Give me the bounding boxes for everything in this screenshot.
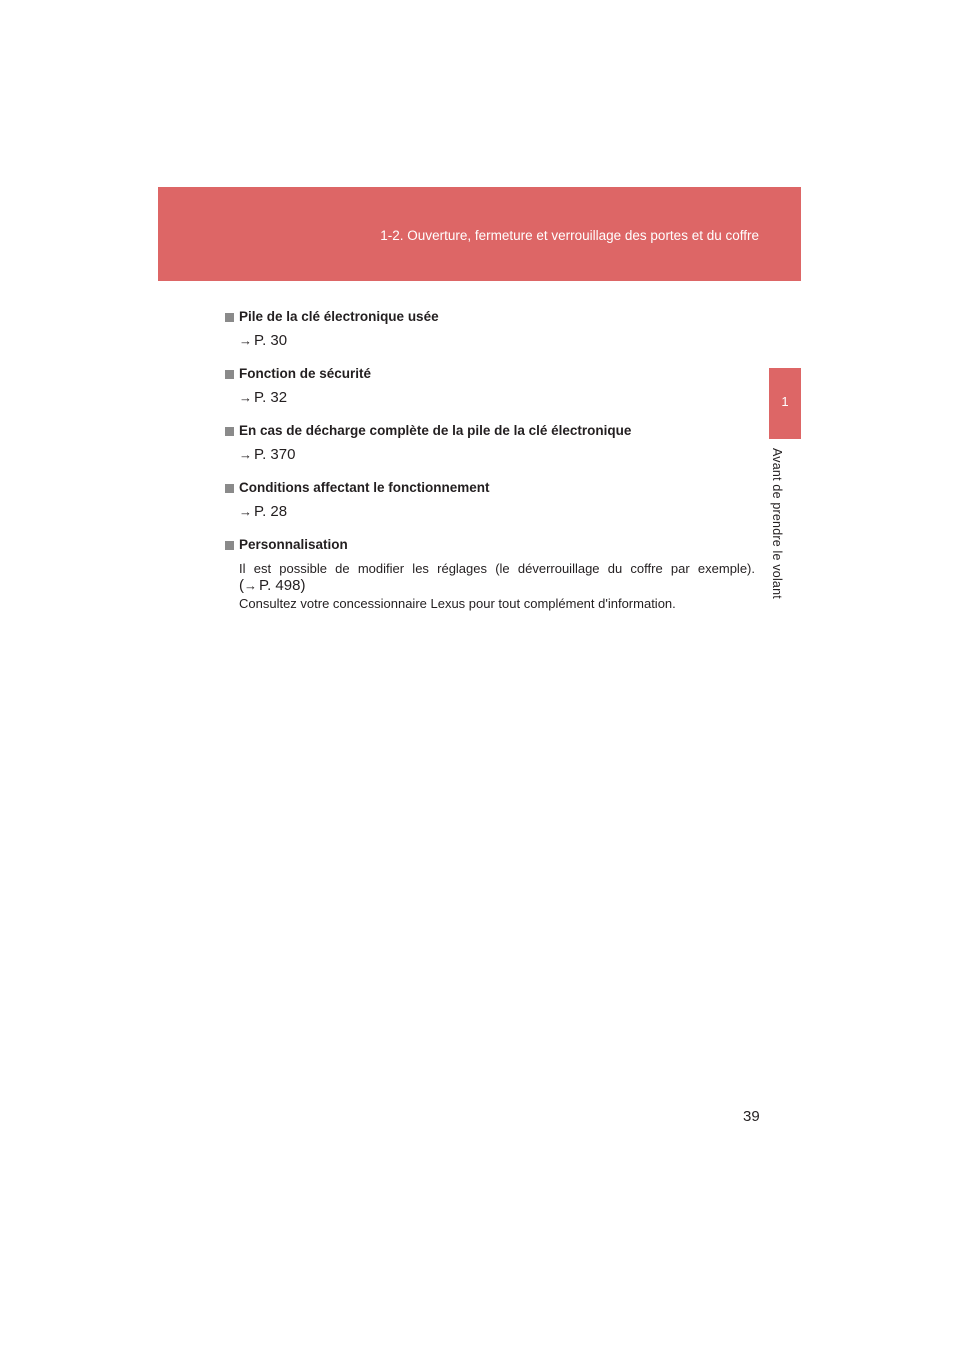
section-operating-conditions [225, 478, 755, 526]
chapter-number: 1 [781, 394, 789, 409]
reference-text: P. 498 [259, 577, 301, 594]
heading-text: En cas de décharge complète de la pile de la clé électronique [239, 423, 632, 438]
reference-text: P. 32 [254, 389, 288, 406]
chapter-label: Avant de prendre le volant [770, 448, 784, 599]
page-reference[interactable] [225, 441, 755, 469]
heading-text: Pile de la clé électronique usée [239, 309, 439, 324]
page-number: 39 [743, 1108, 760, 1125]
section-heading [225, 364, 755, 384]
square-bullet-icon [225, 541, 234, 550]
reference-text: P. 28 [254, 503, 288, 520]
personalisation-body [225, 560, 755, 612]
body-line: Consultez votre concessionnaire Lexus pour tout complément d'information. [239, 596, 676, 611]
square-bullet-icon [225, 370, 234, 379]
reference-text: P. 30 [254, 332, 288, 349]
square-bullet-icon [225, 427, 234, 436]
arrow-right-icon: → [244, 578, 257, 593]
reference-text: P. 370 [254, 446, 296, 463]
arrow-right-icon: → [239, 390, 252, 405]
chapter-label-container [770, 448, 794, 618]
section-heading [225, 307, 755, 327]
body-line: Il est possible de modifier les réglages (le déverrouillage du coffre par exemple). [239, 561, 755, 576]
page-reference[interactable] [239, 577, 755, 595]
heading-text: Conditions affectant le fonctionnement [239, 480, 490, 495]
page-reference[interactable] [225, 384, 755, 412]
square-bullet-icon [225, 313, 234, 322]
section-battery-worn [225, 307, 755, 355]
arrow-right-icon: → [239, 447, 252, 462]
section-heading [225, 478, 755, 498]
chapter-tab [769, 368, 801, 439]
section-heading [225, 535, 755, 555]
content [225, 307, 755, 621]
section-battery-discharged [225, 421, 755, 469]
header-band [158, 187, 801, 281]
section-personalisation [225, 535, 755, 612]
section-title: 1-2. Ouverture, fermeture et verrouillage des portes et du coffre [380, 228, 759, 243]
section-heading [225, 421, 755, 441]
page-reference[interactable] [225, 327, 755, 355]
ref-open: ( [239, 577, 244, 594]
section-security-function [225, 364, 755, 412]
heading-text: Personnalisation [239, 537, 348, 552]
heading-text: Fonction de sécurité [239, 366, 372, 381]
square-bullet-icon [225, 484, 234, 493]
arrow-right-icon: → [239, 333, 252, 348]
page-reference[interactable] [225, 498, 755, 526]
arrow-right-icon: → [239, 504, 252, 519]
ref-close: ) [300, 577, 306, 594]
